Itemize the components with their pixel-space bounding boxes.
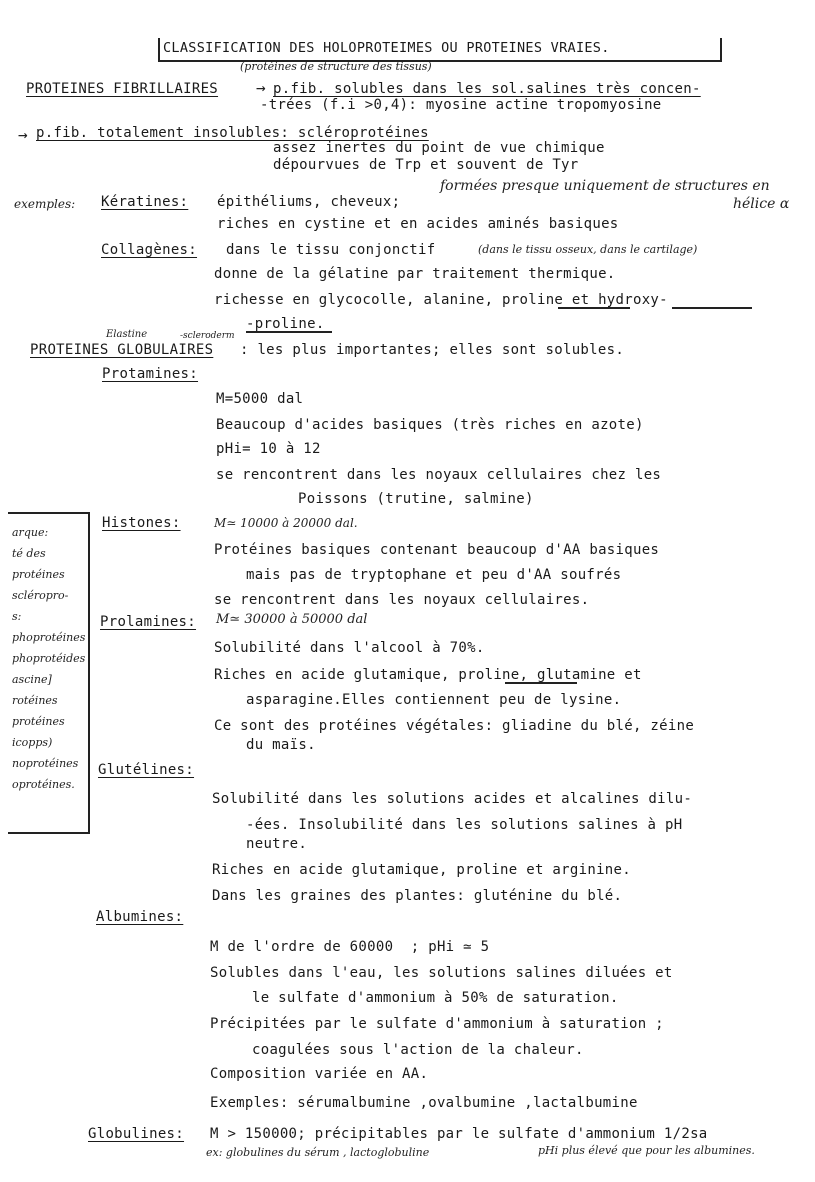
label-albumines: Albumines: <box>96 909 184 925</box>
text-line: coagulées sous l'action de la chaleur. <box>252 1042 584 1058</box>
text-line: Solubilité dans l'alcool à 70%. <box>214 640 485 656</box>
text-line: donne de la gélatine par traitement thermique. <box>214 266 616 282</box>
underline <box>505 682 577 684</box>
text-line: dépourvues de Trp et souvent de Tyr <box>273 157 579 173</box>
text-line: dans le tissu conjonctif <box>226 242 436 258</box>
text-line: -proline. <box>246 316 325 332</box>
handwritten-note: -scleroderm <box>180 331 235 341</box>
handwritten-note: (protéines de structure des tissus) <box>240 60 432 73</box>
text-line: Beaucoup d'acides basiques (très riches en azote) <box>216 417 644 433</box>
text-line: pHi= 10 à 12 <box>216 441 321 457</box>
text-line: riches en cystine et en acides aminés basiques <box>217 216 619 232</box>
text-line: Ce sont des protéines végétales: gliadine du blé, zéine <box>214 718 695 734</box>
text-line: Solubles dans l'eau, les solutions salines diluées et <box>210 965 673 981</box>
page-title: CLASSIFICATION DES HOLOPROTEIMES OU PROTEINES VRAIES. <box>163 40 610 56</box>
label-keratines: Kératines: <box>101 194 189 210</box>
text-line: le sulfate d'ammonium à 50% de saturation. <box>252 990 619 1006</box>
arrow-icon: → <box>18 125 28 144</box>
examples-label: exemples: <box>14 197 76 211</box>
underline <box>246 331 332 333</box>
text-line: Riches en acide glutamique, proline, glutamine et <box>214 667 642 683</box>
text-line: M > 150000; précipitables par le sulfate d'ammonium 1/2sa <box>210 1126 708 1142</box>
handwritten-note: M≃ 30000 à 50000 dal <box>216 612 368 627</box>
section-heading-globulaires: PROTEINES GLOBULAIRES <box>30 342 214 358</box>
handwritten-note: M≃ 10000 à 20000 dal. <box>214 516 358 530</box>
margin-notes: arque: té des protéines scléropro- s: phoprotéines phoprotéides ascine] rotéines protéines icopps) noprotéines oprotéines. <box>12 526 86 791</box>
text-line: mais pas de tryptophane et peu d'AA soufrés <box>246 567 622 583</box>
handwritten-note: hélice α <box>733 196 790 212</box>
text-line: richesse en glycocolle, alanine, proline et hydroxy- <box>214 292 668 308</box>
label-histones: Histones: <box>102 515 181 531</box>
label-globulines: Globulines: <box>88 1126 185 1142</box>
text-line: Protéines basiques contenant beaucoup d'AA basiques <box>214 542 660 558</box>
text-line: -trées (f.i >0,4): myosine actine tropomyosine <box>260 97 662 113</box>
label-collagenes: Collagènes: <box>101 242 198 258</box>
label-prolamines: Prolamines: <box>100 614 197 630</box>
handwritten-note: formées presque uniquement de structures en <box>440 178 770 194</box>
text-line: p.fib. totalement insolubles: scléroprotéines <box>36 125 429 141</box>
text-line: Poissons (trutine, salmine) <box>298 491 534 507</box>
label-glutelines: Glutélines: <box>98 762 195 778</box>
handwritten-note: (dans le tissu osseux, dans le cartilage) <box>478 243 698 256</box>
text-line: M=5000 dal <box>216 391 304 407</box>
label-protamines: Protamines: <box>102 366 199 382</box>
handwritten-note: ex: globulines du sérum , lactoglobuline <box>206 1146 430 1159</box>
text-line: neutre. <box>246 836 308 852</box>
text-line: p.fib. solubles dans les sol.salines très concen- <box>273 81 701 97</box>
text-line: Précipitées par le sulfate d'ammonium à saturation ; <box>210 1016 664 1032</box>
underline <box>672 307 752 309</box>
text-line: se rencontrent dans les noyaux cellulaires chez les <box>216 467 662 483</box>
text-line: du maïs. <box>246 737 316 753</box>
handwritten-note: pHi plus élevé que pour les albumines. <box>538 1144 755 1157</box>
text-line: épithéliums, cheveux; <box>217 194 401 210</box>
section-heading-fibrillaires: PROTEINES FIBRILLAIRES <box>26 81 219 97</box>
text-line: : les plus importantes; elles sont solubles. <box>240 342 625 358</box>
text-line: M de l'ordre de 60000 ; pHi ≃ 5 <box>210 939 490 955</box>
text-line: Solubilité dans les solutions acides et alcalines dilu- <box>212 791 693 807</box>
text-line: Composition variée en AA. <box>210 1066 429 1082</box>
text-line: Dans les graines des plantes: gluténine du blé. <box>212 888 623 904</box>
text-line: assez inertes du point de vue chimique <box>273 140 605 156</box>
text-line: -ées. Insolubilité dans les solutions salines à pH <box>246 817 683 833</box>
text-line: asparagine.Elles contiennent peu de lysine. <box>246 692 622 708</box>
text-line: se rencontrent dans les noyaux cellulaires. <box>214 592 590 608</box>
text-line: Exemples: sérumalbumine ,ovalbumine ,lactalbumine <box>210 1095 638 1111</box>
text-line: Riches en acide glutamique, proline et arginine. <box>212 862 631 878</box>
handwritten-note: Elastine <box>106 329 148 340</box>
arrow-icon: → <box>256 78 266 97</box>
underline <box>558 307 630 309</box>
